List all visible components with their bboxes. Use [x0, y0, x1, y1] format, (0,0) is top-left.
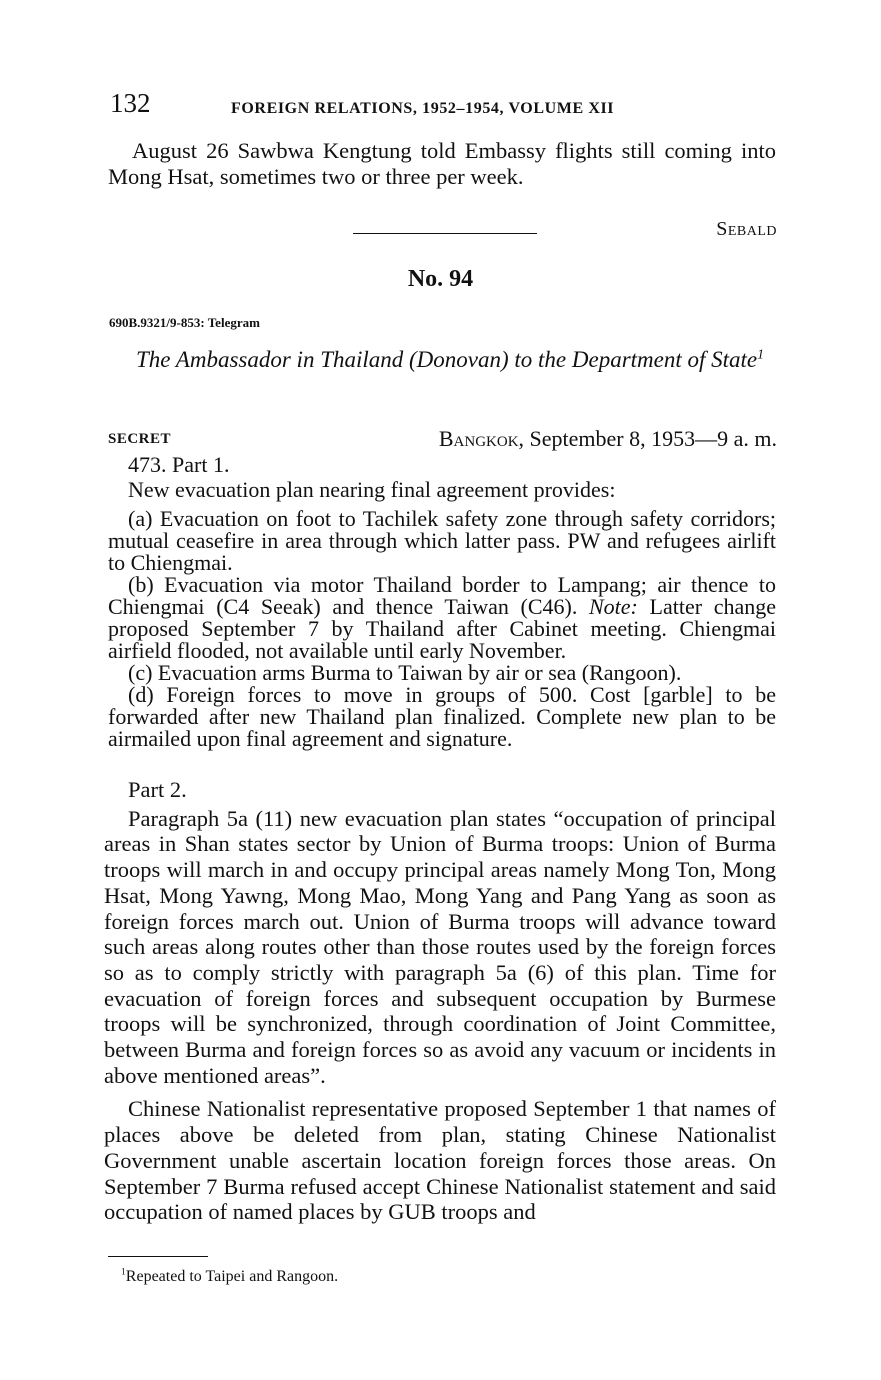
body-paragraph: Paragraph 5a (11) new evacuation plan states “occupation of principal areas in Shan states sector by Union of Burma troops: Union of Burma troops will march in and occupy principal areas namely Mong Ton, Mong Hsat, Mong Yawng, Mong Mao, Mong Yang and Pang Yang as soon as foreign forces march out. Union of Burma troops will advance toward such areas along routes other than those routes used by the foreign forces so as to comply strictly with paragraph 5a (6) of this plan. Time for evacuation of foreign forces and subsequent occupation by Burmese troops will be synchronized, through coordination of Joint Committee, between Burma and foreign forces so as avoid any vacuum or incidents in above mentioned areas”. — [104, 805, 776, 1088]
date-line: , September 8, 1953—9 a. m. — [518, 426, 777, 451]
footnote-text: Repeated to Taipei and Rangoon. — [125, 1268, 339, 1285]
item-c: (c) Evacuation arms Burma to Taiwan by air or sea (Rangoon). — [128, 660, 682, 685]
item-b-text: (b) Evacuation via motor Thailand border to Lampang; air thence to Chiengmai (C4 Seeak) and thence Taiwan (C46). — [108, 572, 776, 619]
previous-document-tail — [108, 138, 776, 190]
previous-document-signature: Sebald — [716, 218, 777, 240]
document-title-text: The Ambassador in Thailand (Donovan) to the Department of State — [135, 347, 758, 372]
title-footnote-marker: 1 — [757, 346, 765, 362]
classification: SECRET — [108, 431, 172, 447]
telegram-number: 473. Part 1. — [128, 452, 230, 477]
item-b-note: Note: — [588, 594, 638, 619]
place-and-date — [439, 426, 777, 452]
place: Bangkok — [438, 426, 519, 451]
item-a: (a) Evacuation on foot to Tachilek safety zone through safety corridors; mutual ceasefire in area through which latter pass. PW and refugees airlift to Chiengmai. — [108, 506, 776, 575]
body-paragraph: New evacuation plan nearing final agreement provides: — [128, 477, 616, 502]
footnote-rule — [108, 1256, 208, 1257]
previous-document-text: August 26 Sawbwa Kengtung told Embassy flights still coming into Mong Hsat, sometimes two or three per week. — [108, 138, 776, 189]
item-d: (d) Foreign forces to move in groups of 500. Cost [garble] to be forwarded after new Thailand plan finalized. Complete new plan to be airmailed upon final agreement and signature. — [108, 682, 776, 751]
page-number: 132 — [110, 88, 151, 118]
item-b-text-2: Latter change proposed September 7 by Thailand after Cabinet meeting. Chiengmai airfield flooded, not available until early November. — [108, 594, 776, 663]
footnote — [121, 1268, 338, 1286]
footnote-marker: 1 — [121, 1266, 126, 1278]
part-2-heading: Part 2. — [128, 777, 187, 802]
file-reference: 690B.9321/9-853: Telegram — [109, 315, 260, 330]
telegram-body-part-2 — [104, 777, 776, 1225]
running-head: FOREIGN RELATIONS, 1952–1954, VOLUME XII — [231, 100, 615, 117]
document-title — [130, 347, 770, 372]
document-number: No. 94 — [407, 266, 474, 292]
item-b — [108, 574, 776, 662]
telegram-body-part-1 — [108, 454, 776, 750]
body-paragraph: Chinese Nationalist representative proposed September 1 that names of places above be deleted from plan, stating Chinese Nationalist Government unable ascertain location foreign forces those areas. On September 7 Burma refused accept Chinese Nationalist statement and said occupation of named places by GUB troops and — [104, 1096, 776, 1225]
document-separator-rule — [353, 233, 537, 234]
